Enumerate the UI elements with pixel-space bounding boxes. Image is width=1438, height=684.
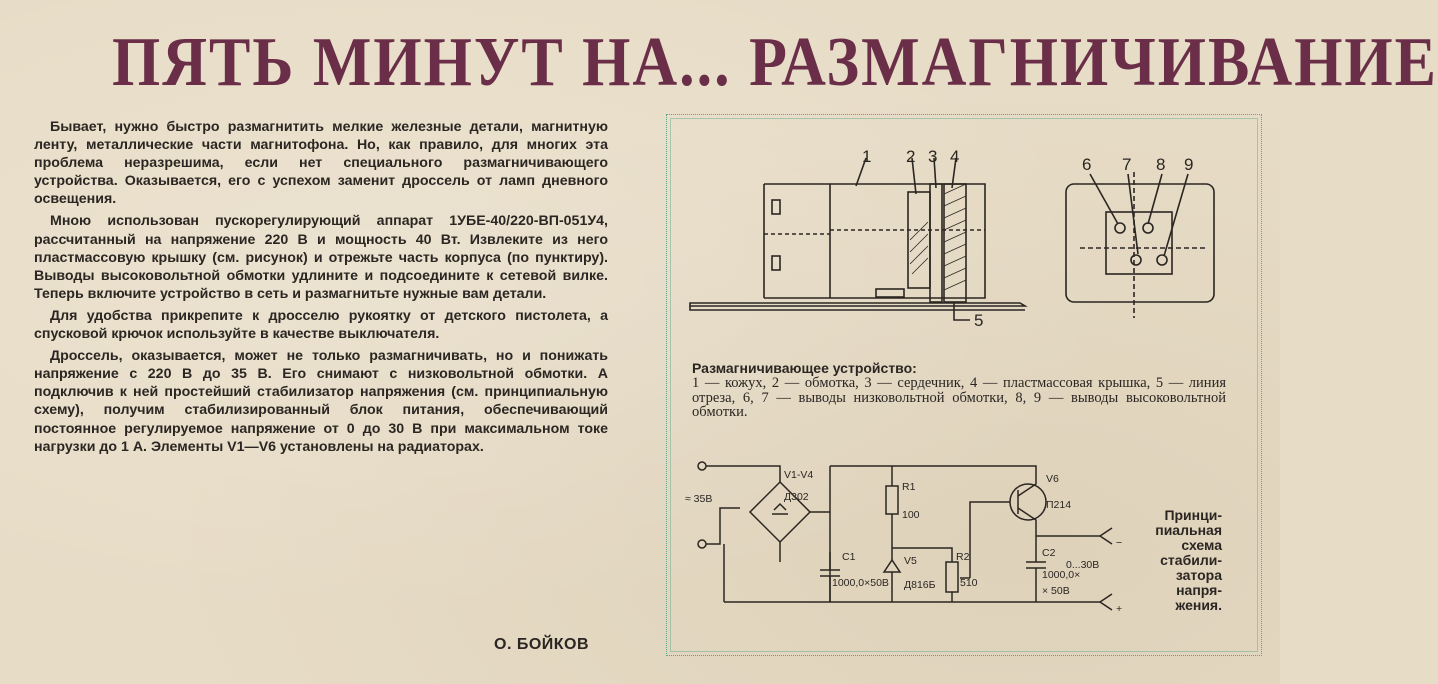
- fig-number-8: 8: [1156, 155, 1166, 174]
- schematic-label-line: пиальная: [1155, 522, 1222, 538]
- sch-r2-value: 510: [960, 577, 978, 589]
- sch-r1-label: R1: [902, 481, 916, 493]
- figure-caption-text: 1 — кожух, 2 — обмотка, 3 — сердечник, 4 — пластмассовая крышка, 5 — линия отреза, 6, 7 — выводы низковольтной обмотки, 8, 9 — выводы высоковольтной обмотки.: [692, 375, 1226, 420]
- schematic-label-line: затора: [1175, 567, 1222, 583]
- sch-minus-sign: −: [1116, 537, 1123, 549]
- fig-number-6: 6: [1082, 155, 1092, 174]
- sch-c2-value: 1000,0×: [1042, 569, 1081, 581]
- paragraph-1: Бывает, нужно быстро размагнитить мелкие железные детали, магнитную ленту, металлические части магнитофона. Но, как правило, для многих эта проблема неразрешима, если нет специального размагничивающего устройства. Оказывается, его с успехом заменит дроссель от ламп дневного освещения.: [34, 119, 608, 208]
- sch-bridge-part: Д302: [784, 491, 809, 503]
- sch-r1-value: 100: [902, 509, 920, 521]
- device-drawing: [680, 148, 1240, 358]
- fig-number-7: 7: [1122, 155, 1132, 174]
- fig-number-9: 9: [1184, 155, 1194, 174]
- schematic-label-line: напря-: [1176, 582, 1222, 598]
- sch-c2-label: C2: [1042, 547, 1056, 559]
- paragraph-2: Мною использован пускорегулирующий аппарат 1УБЕ-40/220-ВП-051У4, рассчитанный на напряжение 220 В и мощность 40 Вт. Извлеките из него пластмассовую крышку (см. рисунок) и отрежьте часть корпуса (по пунктиру). Выводы высоковольтной обмотки удлините и подсоедините к сетевой вилке. Теперь включите устройство в сеть и размагнитьте нужные вам детали.: [34, 213, 608, 302]
- sch-input-label: ≈ 35В: [685, 493, 713, 505]
- sch-v5-part: Д816Б: [904, 579, 936, 591]
- sch-c1-label: C1: [842, 551, 856, 563]
- article-title: ПЯТЬ МИНУТ НА... РАЗМАГНИЧИВАНИЕ: [112, 24, 1438, 101]
- sch-c2-value2: × 50В: [1042, 585, 1070, 597]
- author-signature: О. БОЙКОВ: [494, 636, 590, 653]
- sch-plus-sign: +: [1116, 603, 1123, 615]
- sch-output-label: 0...30В: [1066, 559, 1100, 571]
- schematic-label-line: жения.: [1175, 597, 1222, 613]
- stabilizer-schematic: [680, 452, 1140, 622]
- figure-caption-title: Размагничивающее устройство:: [692, 360, 917, 376]
- sch-r2-label: R2: [956, 551, 970, 563]
- fig-number-5: 5: [974, 311, 984, 330]
- fig-number-3: 3: [928, 147, 938, 166]
- sch-c1-value: 1000,0×50В: [832, 577, 889, 589]
- fig-number-2: 2: [906, 147, 916, 166]
- schematic-label: [1138, 508, 1222, 613]
- fig-number-1: 1: [862, 147, 872, 166]
- sch-v6-part: П214: [1046, 499, 1072, 511]
- schematic-label-line: стабили-: [1160, 552, 1222, 568]
- article-body: [34, 118, 608, 460]
- paragraph-4: Дроссель, оказывается, может не только размагничивать, но и понижать напряжение с 220 В до 35 В. Его снимают с низковольтной обмотки. А подключив к ней простейший стабилизатор напряжения (см. принципиальную схему), получим стабилизированный блок питания, обеспечивающий постоянное регулируемое напряжение от 0 до 30 В при максимальном токе нагрузки до 1 А. Элементы V1—V6 установлены на радиаторах.: [34, 348, 608, 455]
- sch-v6-label: V6: [1046, 473, 1059, 485]
- fig-number-4: 4: [950, 147, 960, 166]
- sch-bridge-label: V1-V4: [784, 469, 814, 481]
- schematic-label-line: Принци-: [1164, 507, 1222, 523]
- sch-v5-label: V5: [904, 555, 917, 567]
- schematic-label-line: схема: [1181, 537, 1222, 553]
- paragraph-3: Для удобства прикрепите к дросселю рукоятку от детского пистолета, а спусковой крючок используйте в качестве выключателя.: [34, 307, 608, 343]
